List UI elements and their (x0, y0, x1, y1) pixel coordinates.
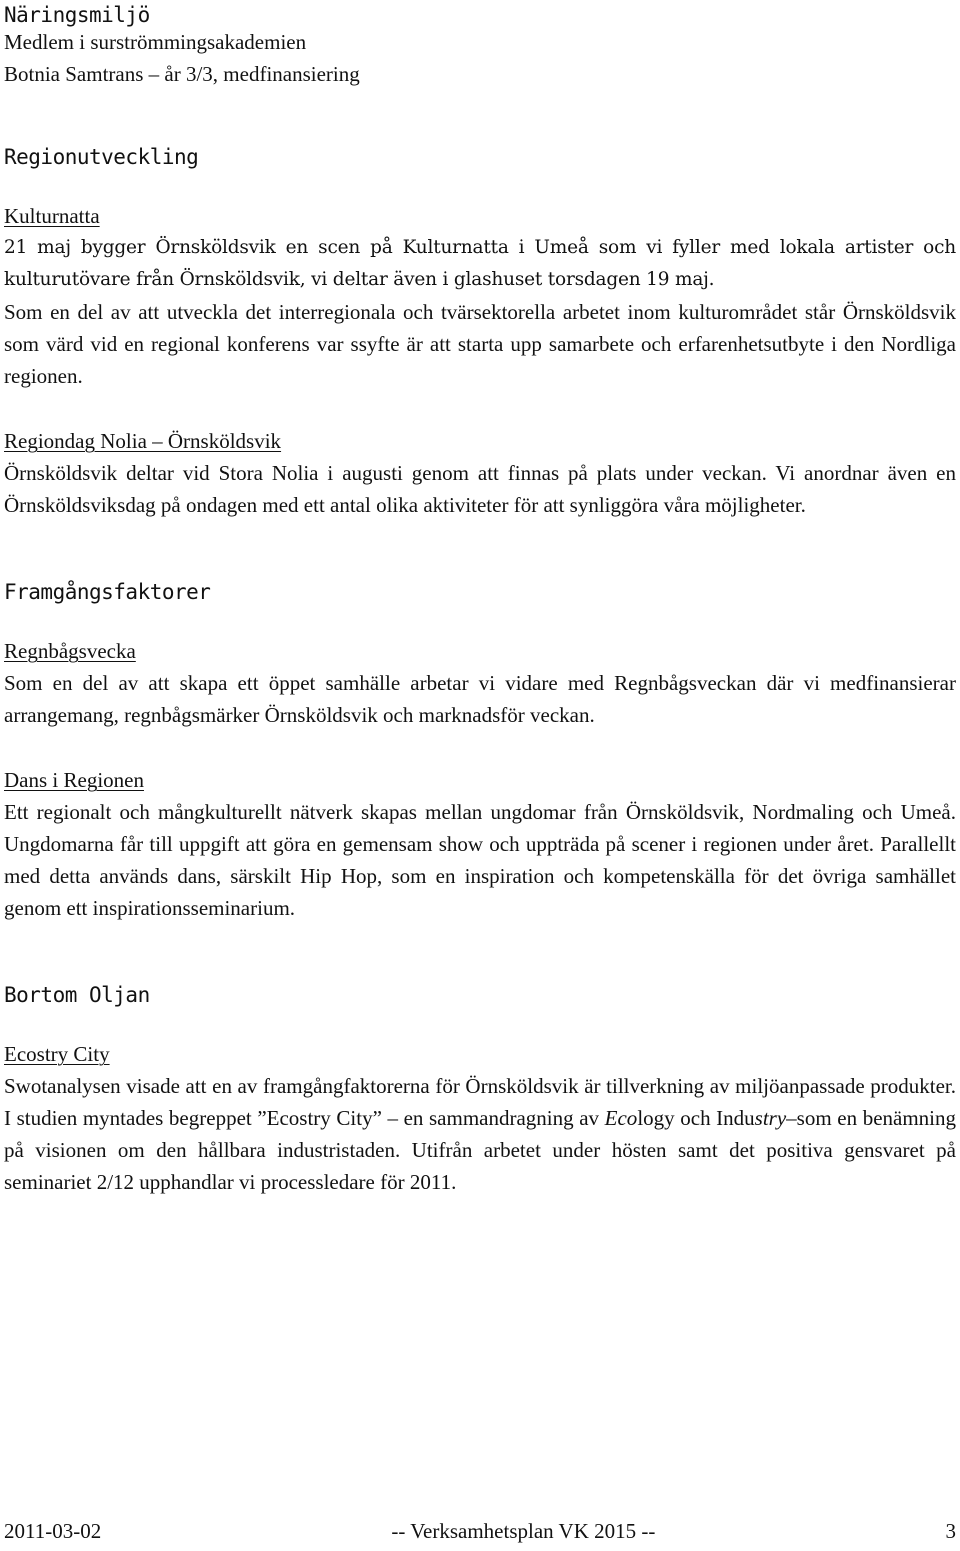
ecostry-text-b: logy och Indu (637, 1106, 755, 1130)
section-heading-bortom-oljan: Bortom Oljan (4, 983, 150, 1007)
kulturnatta-text-2: Som en del av att utveckla det interregionala och tvärsektorella arbetet inom kulturområdet står Örnsköldsvik som värd vid en regional konferens var ssyfte är att starta upp samarbete och erfarenhetsutbyte i den Nordliga regionen. (4, 300, 956, 388)
ecostry-text (4, 1070, 956, 1198)
kulturnatta-text: 21 maj bygger Örnsköldsvik en scen på Kulturnatta i Umeå som vi fyller med lokala artister och kulturutövare från Örnsköldsvik, vi deltar även i glashuset torsdagen 19 maj. (4, 237, 956, 290)
ecostry-text-c: –som en benämning på visionen om den hållbara industristaden. Utifrån arbetet under hösten samt det positiva gensvaret på seminariet 2/12 upphandlar vi processledare för 2011. (4, 1106, 957, 1194)
section-heading-regionutveckling: Regionutveckling (4, 145, 199, 169)
ecostry-text-a: Swotanalysen visade att en av framgångfaktorerna för Örnsköldsvik är tillverkning av miljöanpassade produkter. I studien myntades begreppet ”Ecostry City” – en sammandragning av (4, 1074, 956, 1130)
nolia-title: Regiondag Nolia – Örnsköldsvik (4, 429, 282, 453)
ecostry-title: Ecostry City (4, 1042, 110, 1066)
naringsmiljo-line-1: Medlem i surströmmingsakademien (4, 30, 307, 54)
regnbagsvecka-text: Som en del av att skapa ett öppet samhälle arbetar vi vidare med Regnbågsveckan där vi medfinansierar arrangemang, regnbågsmärker Örnsköldsvik och marknadsför veckan. (4, 671, 956, 727)
dans-title: Dans i Regionen (4, 768, 144, 792)
dans-text: Ett regionalt och mångkulturellt nätverk skapas mellan ungdomar från Örnsköldsvik, Nordmaling och Umeå. Ungdomarna får till uppgift att göra en gemensam show och uppträda på scener i regionen under året. Parallellt med detta används dans, särskilt Hip Hop, som en inspiration och kompetenskälla för det övriga samhället genom ett inspirationsseminarium. (4, 800, 956, 920)
footer-page-number: 3 (945, 1519, 956, 1543)
nolia-text: Örnsköldsvik deltar vid Stora Nolia i augusti genom att finnas på plats under veckan. Vi anordnar även en Örnsköldsviksdag på ondagen med ett antal olika aktiviteter för att synliggöra våra möjligheter. (4, 461, 956, 517)
footer-date: 2011-03-02 (4, 1519, 102, 1543)
page-footer (4, 1516, 956, 1546)
footer-title: -- Verksamhetsplan VK 2015 -- (391, 1519, 656, 1543)
kulturnatta-title: Kulturnatta (4, 204, 100, 228)
ecostry-italic-stry: stry (754, 1106, 787, 1130)
document-page (4, 0, 956, 1198)
section-heading-naringsmiljo: Näringsmiljö (4, 3, 150, 27)
naringsmiljo-line-2: Botnia Samtrans – år 3/3, medfinansiering (4, 62, 360, 86)
section-heading-framgangsfaktorer: Framgångsfaktorer (4, 580, 211, 604)
regnbagsvecka-title: Regnbågsvecka (4, 639, 136, 663)
ecostry-italic-eco: Eco (604, 1106, 638, 1130)
